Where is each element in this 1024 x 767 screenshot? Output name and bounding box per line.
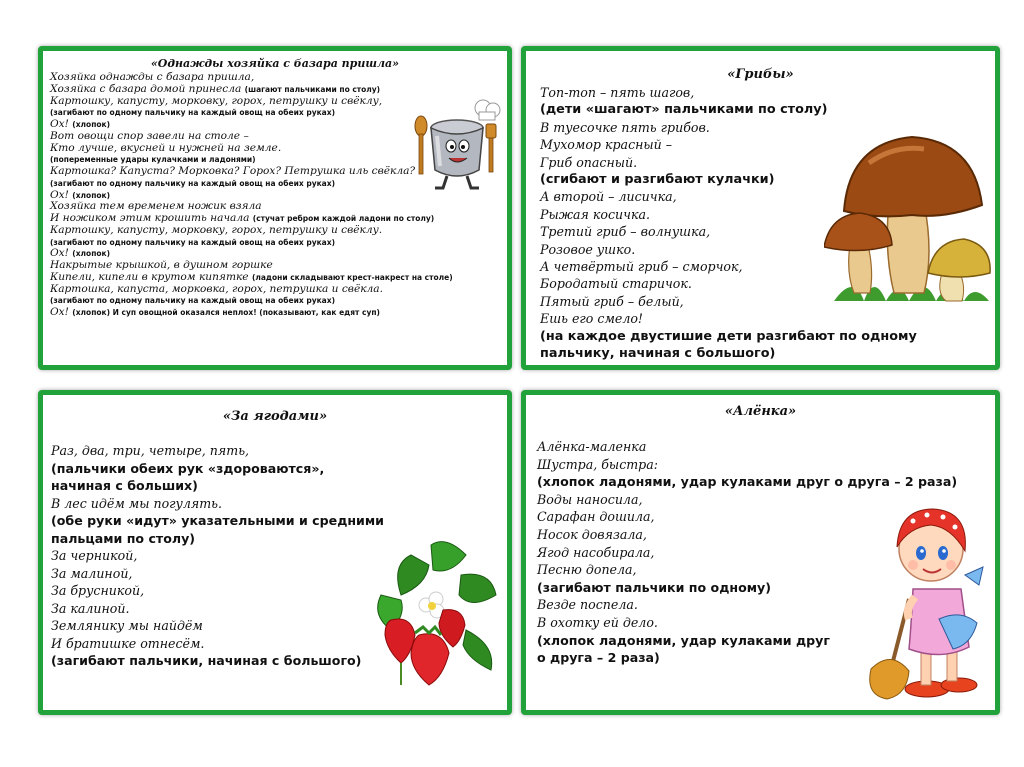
verse-line: Шустра, быстра: xyxy=(537,456,658,472)
card-mushrooms-rhyme xyxy=(521,46,1000,370)
verse-line: Ягод насобирала, xyxy=(537,544,655,560)
verse-text: Ох! xyxy=(50,247,73,260)
instruction-line: (хлопок ладонями, удар кулаками друг xyxy=(537,632,830,648)
verse-line: Мухомор красный – xyxy=(540,137,673,153)
rhyme-line xyxy=(50,166,453,178)
card-title: «За ягодами» xyxy=(222,409,328,424)
verse-text: Картошку, капусту, морковку, горох, петрушку и свёклу, xyxy=(50,94,383,107)
verse-text: Вот овощи спор завели на столе – xyxy=(50,129,249,142)
verse-line: В лес идём мы погулять. xyxy=(51,495,222,511)
strawberry-illustration xyxy=(371,535,506,690)
verse-text: И ножиком этим крошить начала xyxy=(50,212,253,224)
verse-text: Ох! xyxy=(50,118,73,130)
card-title: «Алёнка» xyxy=(724,404,797,419)
cooking-pot-illustration xyxy=(407,96,502,191)
instruction-line: (обе руки «идут» указательными и средними xyxy=(51,513,385,528)
mushrooms-illustration xyxy=(824,123,994,308)
rhyme-line xyxy=(50,96,453,108)
card-housewife-rhyme xyxy=(38,46,512,370)
card-berries-rhyme xyxy=(38,390,512,715)
instruction-line: начиная с больших) xyxy=(51,478,198,493)
verse-line: За брусникой, xyxy=(51,583,145,598)
verse-text: Картошку, капусту, морковку, горох, петрушку и свёклу. xyxy=(50,223,383,236)
rhyme-lines xyxy=(51,442,384,670)
instruction-note: (ладони складывают крест-накрест на столе) xyxy=(251,272,453,282)
instruction-line: (сгибают и разгибают кулачки) xyxy=(540,172,775,188)
rhyme-line xyxy=(50,307,453,319)
instruction-line: (загибают пальчики по одному) xyxy=(537,579,771,595)
instruction-note: (загибают по одному пальчику на каждый овощ на обеих руках) xyxy=(50,237,335,247)
instruction-line: (пальчики обеих рук «здороваются», xyxy=(51,460,325,476)
verse-line: Рыжая косичка. xyxy=(540,206,651,222)
instruction-note: (загибают по одному пальчику на каждый овощ на обеих руках) xyxy=(50,296,335,306)
card-alyonka-rhyme xyxy=(521,390,1000,715)
instruction-note: (хлопок) И суп овощной оказался неплох! (показывают, как едят суп) xyxy=(72,308,380,317)
verse-line: Алёнка-маленка xyxy=(537,439,647,454)
verse-line: А второй – лисичка, xyxy=(540,189,677,205)
instruction-line: о друга – 2 раза) xyxy=(537,650,660,666)
verse-line: В туесочке пять грибов. xyxy=(540,119,710,135)
instruction-line: (загибают пальчики, начиная с большого) xyxy=(51,653,362,668)
instruction-line: (на каждое двустишие дети разгибают по одному xyxy=(540,328,917,344)
verse-line: За черникой, xyxy=(51,548,138,563)
rhyme-line xyxy=(50,295,453,307)
verse-text: Картошка? Капуста? Морковка? Горох? Петрушка иль свёкла? xyxy=(50,165,416,177)
verse-text: Картошка, капуста, морковка, горох, петрушка и свёкла. xyxy=(50,282,383,295)
verse-text: Хозяйка тем временем ножик взяла xyxy=(50,200,262,213)
instruction-note: (хлопок) xyxy=(72,120,111,129)
verse-line: Сарафан дошила, xyxy=(537,509,655,525)
verse-line: Везде поспела. xyxy=(537,597,638,613)
instruction-line: (хлопок ладонями, удар кулаками друг о друга – 2 раза) xyxy=(537,474,958,490)
card-title: «Однажды хозяйка с базара пришла» xyxy=(150,57,400,70)
rhyme-line xyxy=(50,225,453,237)
verse-line: Раз, два, три, четыре, пять, xyxy=(51,443,250,458)
rhyme-line xyxy=(50,107,453,119)
rhyme-line xyxy=(50,284,453,296)
instruction-line: пальчику, начиная с большого) xyxy=(540,346,776,362)
verse-line: Топ-топ – пять шагов, xyxy=(540,85,695,100)
verse-line: Розовое ушко. xyxy=(540,241,636,257)
rhyme-line xyxy=(50,143,453,155)
verse-text: Ох! xyxy=(50,306,73,318)
verse-line: За калиной. xyxy=(51,600,130,616)
verse-text: Накрытые крышкой, в душном горшке xyxy=(50,259,273,271)
verse-line: Бородатый старичок. xyxy=(540,276,692,292)
verse-text: Хозяйка с базара домой принесла xyxy=(50,82,245,95)
verse-line: Третий гриб – волнушка, xyxy=(540,224,711,240)
instruction-note: (загибают по одному пальчику на каждый овощ на обеих руках) xyxy=(50,108,335,118)
instruction-line: пальцами по столу) xyxy=(51,530,196,546)
girl-with-broom-illustration xyxy=(861,499,989,707)
verse-line: Пятый гриб – белый, xyxy=(540,293,684,309)
instruction-note: (хлопок) xyxy=(72,249,111,259)
verse-text: Ох! xyxy=(50,188,73,201)
verse-line: В охотку ей дело. xyxy=(537,614,658,630)
verse-text: Кипели, кипели в крутом кипятке xyxy=(50,270,252,283)
instruction-note: (стучат ребром каждой ладони по столу) xyxy=(252,214,435,223)
card-title: «Грибы» xyxy=(727,67,794,82)
instruction-note: (попеременные удары кулачками и ладонями) xyxy=(50,155,256,165)
rhyme-line xyxy=(50,178,453,190)
verse-line: Воды наносила, xyxy=(537,491,643,507)
verse-line: А четвёртый гриб – сморчок, xyxy=(540,259,743,275)
verse-line: Ешь его смело! xyxy=(540,311,643,327)
verse-line: Гриб опасный. xyxy=(540,154,638,170)
verse-line: За малиной, xyxy=(51,565,133,581)
verse-text: Хозяйка однажды с базара пришла, xyxy=(50,71,255,83)
instruction-note: (хлопок) xyxy=(72,190,111,200)
verse-line: Землянику мы найдём xyxy=(51,618,203,633)
rhyme-lines xyxy=(50,72,453,319)
rhyme-line xyxy=(50,237,453,249)
verse-line: И братишке отнесём. xyxy=(51,635,205,651)
instruction-line: (дети «шагают» пальчиками по столу) xyxy=(540,102,828,118)
verse-line: Песню допела, xyxy=(537,562,637,578)
instruction-note: (шагают пальчиками по столу) xyxy=(244,84,381,94)
verse-line: Носок довязала, xyxy=(537,526,647,542)
verse-text: Кто лучше, вкусней и нужней на земле. xyxy=(50,141,282,154)
instruction-note: (загибают по одному пальчику на каждый овощ на обеих руках) xyxy=(50,178,335,188)
